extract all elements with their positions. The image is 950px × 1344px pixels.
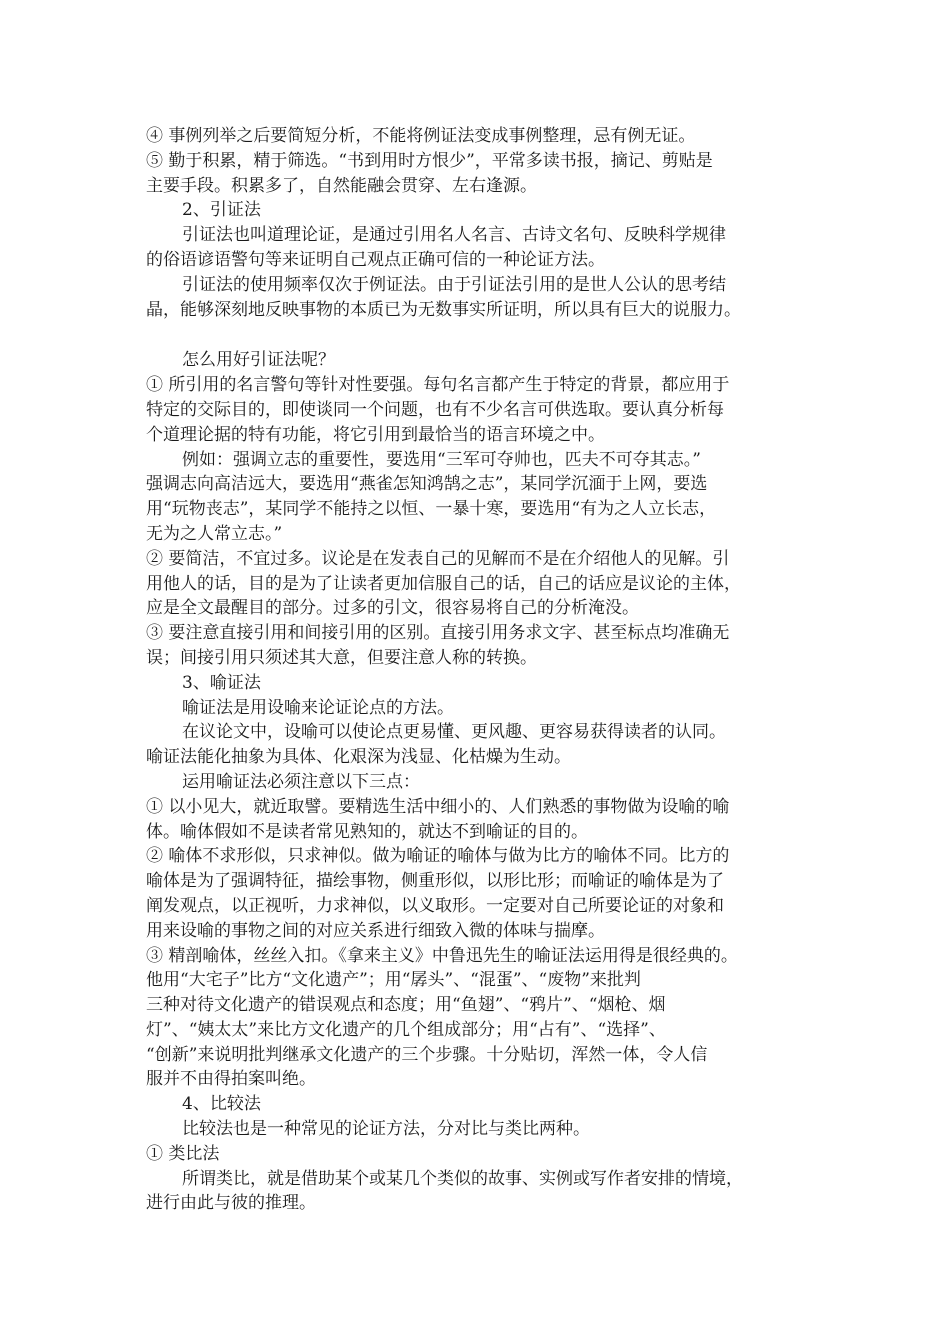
text-line: ② 喻体不求形似，只求神似。做为喻证的喻体与做为比方的喻体不同。比方的 (146, 846, 730, 867)
section-heading: 2、引证法 (182, 200, 261, 221)
text-line: ④ 事例列举之后要简短分析，不能将例证法变成事例整理，忌有例无证。 (146, 126, 696, 146)
text-line: 灯”、“姨太太”来比方文化遗产的几个组成部分；用“占有”、“选择”、 (146, 1019, 666, 1040)
text-line: 进行由此与彼的推理。 (146, 1193, 316, 1214)
text-line: 引证法的使用频率仅次于例证法。由于引证法引用的是世人公认的思考结 (182, 274, 726, 295)
text-line: 喻体是为了强调特征，描绘事物，侧重形似，以形比形；而喻证的喻体是为了 (146, 871, 724, 892)
text-line: 用“玩物丧志”，某同学不能持之以恒、一暴十寒，要选用“有为之人立长志， (146, 499, 717, 520)
text-line: 服并不由得拍案叫绝。 (146, 1069, 316, 1090)
text-line: 误；间接引用只须述其大意，但要注意人称的转换。 (146, 647, 537, 668)
text-line: 晶，能够深刻地反映事物的本质已为无数事实所证明，所以具有巨大的说服力。 (146, 299, 741, 320)
text-line: 强调志向高洁远大，要选用“燕雀怎知鸿鹄之志”，某同学沉湎于上网，要选 (146, 474, 708, 495)
document-body (146, 124, 812, 1216)
text-line: ② 要简洁，不宜过多。议论是在发表自己的见解而不是在介绍他人的见解。引 (146, 548, 730, 569)
text-line: 无为之人常立志。” (146, 523, 283, 544)
text-line: ① 以小见大，就近取譬。要精选生活中细小的、人们熟悉的事物做为设喻的喻 (146, 796, 730, 817)
text-line: 体。喻体假如不是读者常见熟知的，就达不到喻证的目的。 (146, 821, 588, 842)
text-line: 主要手段。积累多了，自然能融会贯穿、左右逢源。 (146, 175, 537, 196)
text-line: 用来设喻的事物之间的对应关系进行细致入微的体味与揣摩。 (146, 920, 605, 941)
text-line: 喻证法能化抽象为具体、化艰深为浅显、化枯燥为生动。 (146, 747, 571, 768)
text-line: 用他人的话，目的是为了让读者更加信服自己的话，自己的话应是议论的主体， (146, 573, 741, 594)
text-line: 所谓类比，就是借助某个或某几个类似的故事、实例或写作者安排的情境， (182, 1168, 743, 1189)
text-line: 例如：强调立志的重要性，要选用“三军可夺帅也，匹夫不可夺其志。” (182, 449, 701, 470)
text-line: 个道理论据的特有功能，将它引用到最恰当的语言环境之中。 (146, 424, 605, 445)
section-heading: 3、喻证法 (182, 672, 261, 693)
text-line: 比较法也是一种常见的论证方法，分对比与类比两种。 (182, 1119, 590, 1140)
section-heading: 4、比较法 (182, 1094, 261, 1115)
text-line: ③ 精剖喻体，丝丝入扣。《拿来主义》中鲁迅先生的喻证法运用得是很经典的。 (146, 945, 738, 966)
text-line: 在议论文中，设喻可以使论点更易懂、更风趣、更容易获得读者的认同。 (182, 722, 726, 743)
text-line: “创新”来说明批判继承文化遗产的三个步骤。十分贴切，浑然一体，令人信 (146, 1044, 708, 1065)
text-line: ⑤ 勤于积累，精于筛选。“书到用时方恨少”，平常多读书报，摘记、剪贴是 (146, 150, 713, 171)
text-line: ① 所引用的名言警句等针对性要强。每句名言都产生于特定的背景，都应用于 (146, 375, 730, 396)
text-line: 阐发观点，以正视听，力求神似，以义取形。一定要对自己所要论证的对象和 (146, 895, 724, 916)
blank-line (146, 322, 812, 348)
text-line: 喻证法是用设喻来论证论点的方法。 (182, 697, 454, 718)
text-line: 特定的交际目的，即使谈同一个问题，也有不少名言可供选取。要认真分析每 (146, 399, 724, 420)
text-line: 的俗语谚语警句等来证明自己观点正确可信的一种论证方法。 (146, 249, 605, 270)
text-line: ① 类比法 (146, 1143, 220, 1164)
text-line: 运用喻证法必须注意以下三点： (182, 771, 420, 792)
text-line: 应是全文最醒目的部分。过多的引文，很容易将自己的分析淹没。 (146, 598, 639, 619)
text-line: 怎么用好引证法呢？ (182, 350, 335, 371)
text-line: ③ 要注意直接引用和间接引用的区别。直接引用务求文字、甚至标点均准确无 (146, 623, 730, 644)
text-line: 他用“大宅子”比方“文化遗产”；用“孱头”、“混蛋”、“废物”来批判 (146, 970, 641, 991)
text-line: 引证法也叫道理论证，是通过引用名人名言、古诗文名句、反映科学规律 (182, 225, 726, 246)
text-line: 三种对待文化遗产的错误观点和态度；用“鱼翅”、“鸦片”、“烟枪、烟 (146, 995, 666, 1016)
